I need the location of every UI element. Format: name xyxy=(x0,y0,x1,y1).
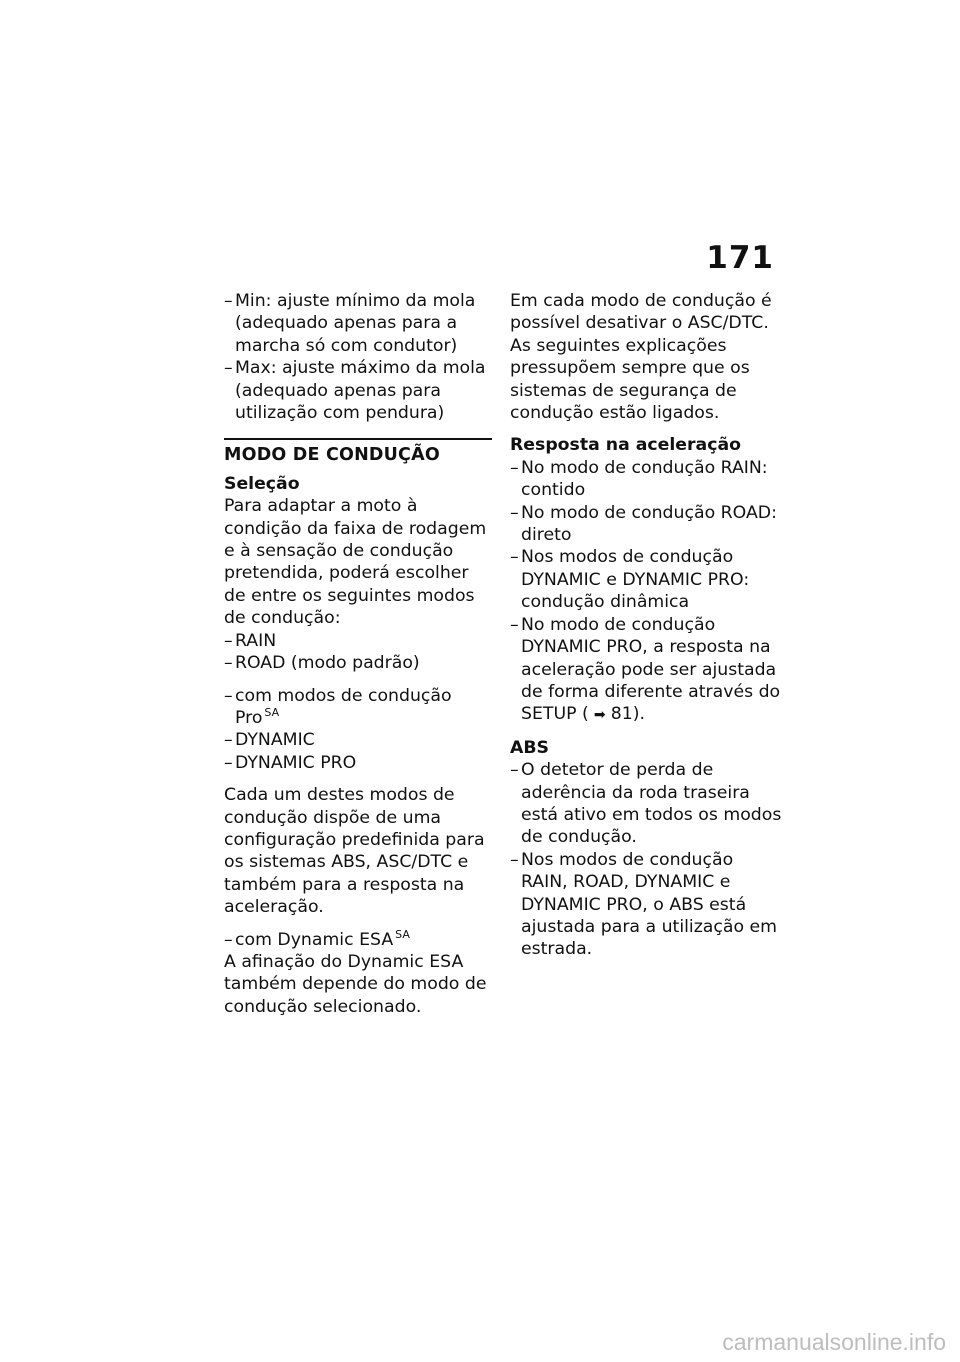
subheading-abs: ABS xyxy=(510,737,549,758)
list-item xyxy=(224,357,492,424)
list-item xyxy=(510,457,782,502)
dash: – xyxy=(224,653,233,674)
sa-mark: SA xyxy=(264,705,280,719)
list-item-text: Min: ajuste mínimo da mola (adequado apenas para a marcha só com condutor) xyxy=(235,291,476,356)
right-column xyxy=(510,290,782,961)
pro-label: com modos de condução Pro xyxy=(235,685,452,728)
watermark: carmanualsonline.info xyxy=(722,1329,946,1355)
list-item-text: DYNAMIC PRO xyxy=(235,752,357,773)
esa-label: com Dynamic ESA xyxy=(235,929,394,950)
list-item xyxy=(510,546,782,613)
sa-mark: SA xyxy=(395,927,410,941)
dash: – xyxy=(224,685,233,706)
dash: – xyxy=(510,502,519,523)
list-item xyxy=(224,290,492,357)
dash: – xyxy=(510,614,519,635)
dash: – xyxy=(510,457,519,478)
dash: – xyxy=(224,291,233,311)
subheading-throttle: Resposta na aceleração xyxy=(510,435,741,456)
list-item-text: Nos modos de condução DYNAMIC e DYNAMIC PRO: condução dinâmica xyxy=(521,547,750,613)
dash: – xyxy=(224,752,233,773)
page-reference[interactable]: ( ➡ 81). xyxy=(582,704,645,724)
list-item xyxy=(224,630,492,652)
list-item-text: ROAD (modo padrão) xyxy=(235,653,420,674)
list-item-pro xyxy=(224,685,492,730)
section-title: MODO DE CONDUÇÃO xyxy=(224,445,440,466)
list-item xyxy=(510,759,782,849)
list-item-text: Max: ajuste máximo da mola (adequado apenas para utilização com pendura) xyxy=(235,358,486,424)
list-item-text xyxy=(235,685,492,730)
throttle-setup-text: No modo de condução DYNAMIC PRO, a resposta na aceleração pode ser ajustada de forma diferente através do SETUP xyxy=(521,614,781,725)
list-item xyxy=(510,849,782,961)
list-item xyxy=(224,752,492,774)
dash: – xyxy=(224,730,233,751)
subheading-selection: Seleção xyxy=(224,473,300,494)
list-item-text: RAIN xyxy=(235,630,277,651)
dash: – xyxy=(224,630,233,651)
list-item-text: O detetor de perda de aderência da roda traseira está ativo em todos os modos de condução. xyxy=(521,760,782,848)
list-item-text: DYNAMIC xyxy=(235,730,315,751)
list-item xyxy=(224,652,492,674)
list-item xyxy=(224,729,492,751)
dash: – xyxy=(224,358,233,379)
left-column xyxy=(224,290,492,1018)
list-item-text: No modo de condução ROAD: direto xyxy=(521,502,777,546)
paragraph-intro: Em cada modo de condução é possível desativar o ASC/DTC. As seguintes explicações pressupõem sempre que os sistemas de segurança de condução estão ligados. xyxy=(510,291,772,424)
list-item-text xyxy=(235,929,492,951)
dash: – xyxy=(510,547,519,568)
list-item-text xyxy=(521,614,782,727)
paragraph-config: Cada um destes modos de condução dispõe de uma configuração predefinida para os sistemas ABS, ASC/DTC e também para a resposta na aceleração. xyxy=(224,785,485,918)
paragraph-esa: A afinação do Dynamic ESA também depende do modo de condução selecionado. xyxy=(224,951,487,1017)
page-number: 171 xyxy=(706,240,774,276)
section-header xyxy=(224,438,492,466)
reference-page: 81). xyxy=(610,704,645,725)
list-item-text: Nos modos de condução RAIN, ROAD, DYNAMIC e DYNAMIC PRO, o ABS está ajustada para a utilização em estrada. xyxy=(521,849,778,960)
arrow-right-icon: ➡ xyxy=(593,707,606,724)
list-item xyxy=(510,614,782,727)
list-item-esa xyxy=(224,929,492,951)
list-item xyxy=(510,502,782,547)
dash: – xyxy=(224,929,233,950)
dash: – xyxy=(510,849,519,870)
dash: – xyxy=(510,760,519,781)
list-item-text: No modo de condução RAIN: contido xyxy=(521,457,768,501)
paragraph-selection: Para adaptar a moto à condição da faixa de rodagem e à sensação de condução pretendida, poderá escolher de entre os seguintes modos de condução: xyxy=(224,496,487,629)
